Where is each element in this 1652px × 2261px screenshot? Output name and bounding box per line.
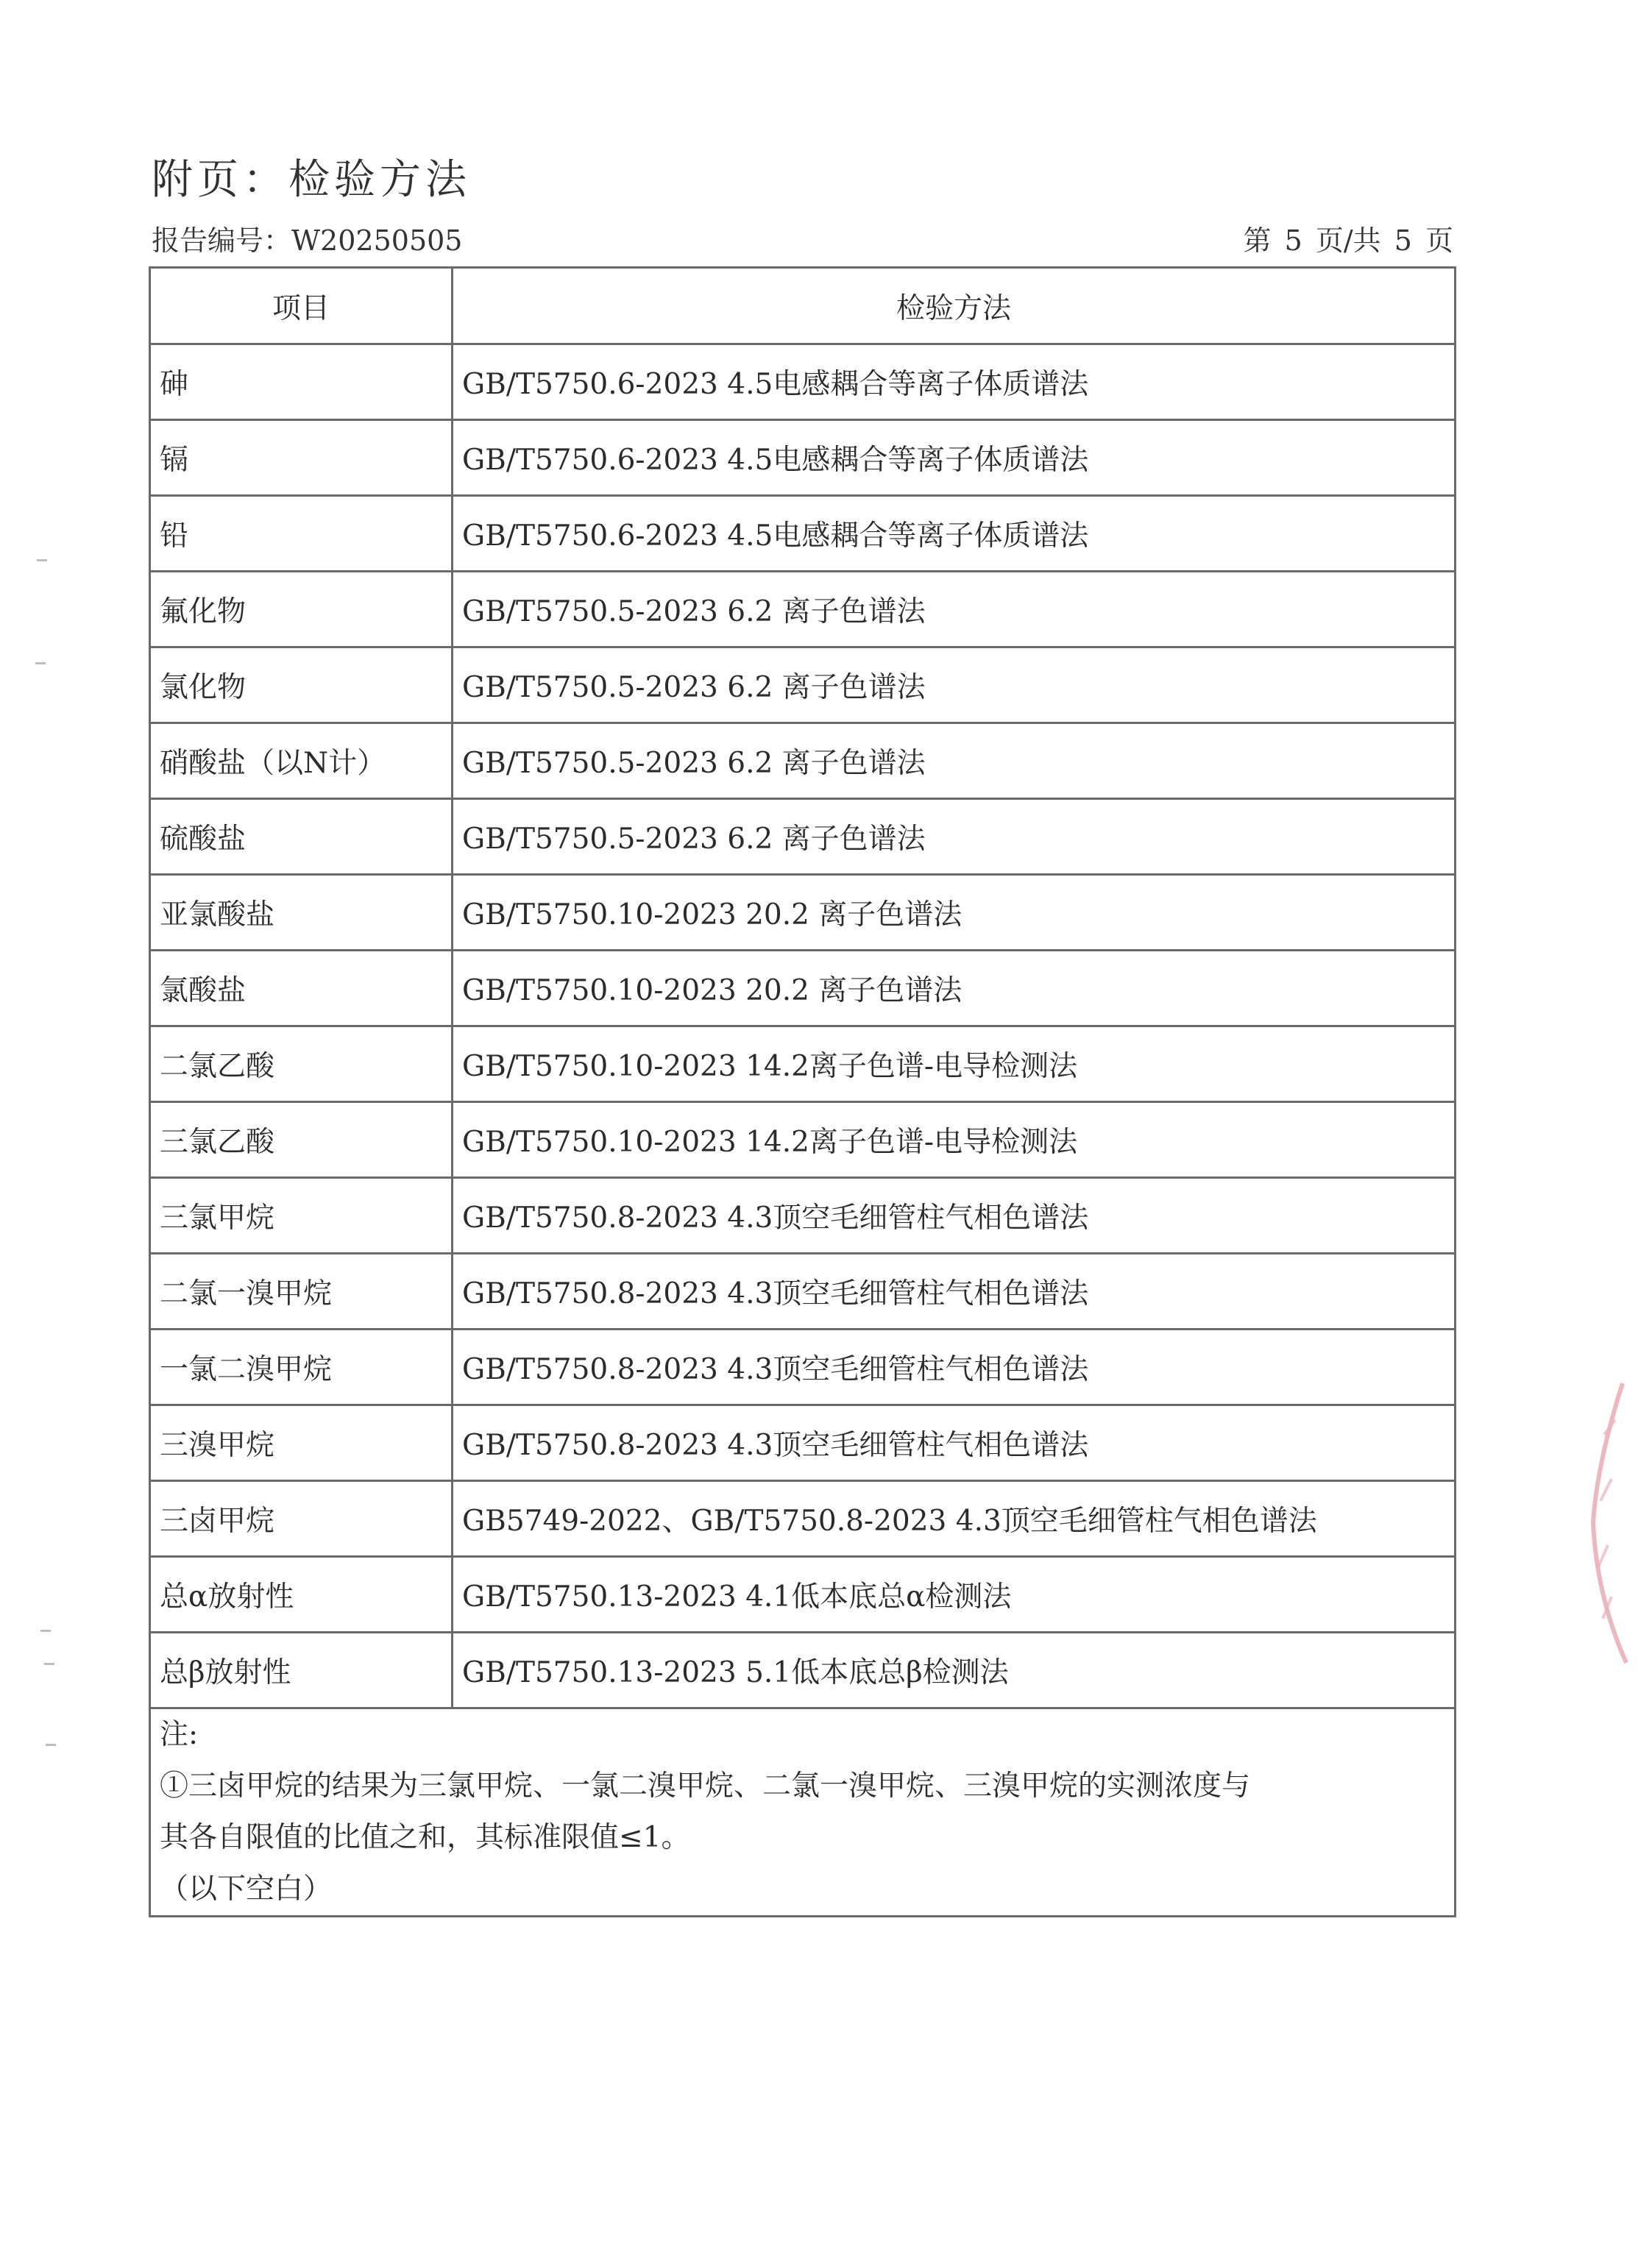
table-row — [150, 1254, 1456, 1330]
row-item: 三氯乙酸 — [150, 1102, 453, 1178]
row-method: GB/T5750.8-2023 4.3顶空毛细管柱气相色谱法 — [453, 1178, 1456, 1254]
table-row — [150, 1557, 1456, 1633]
note-line-3: （以下空白） — [160, 1873, 333, 1906]
row-item: 氯化物 — [150, 647, 453, 723]
table-row — [150, 951, 1456, 1026]
seal-stamp-fragment — [1582, 1376, 1634, 1670]
row-method: GB/T5750.10-2023 20.2 离子色谱法 — [453, 875, 1456, 951]
row-item: 三氯甲烷 — [150, 1178, 453, 1254]
table-row — [150, 799, 1456, 875]
row-method: GB/T5750.6-2023 4.5电感耦合等离子体质谱法 — [453, 496, 1456, 572]
row-method: GB/T5750.13-2023 4.1低本底总α检测法 — [453, 1557, 1456, 1633]
row-item: 二氯一溴甲烷 — [150, 1254, 453, 1330]
row-item: 氟化物 — [150, 572, 453, 647]
row-item: 二氯乙酸 — [150, 1026, 453, 1102]
row-method: GB/T5750.10-2023 14.2离子色谱-电导检测法 — [453, 1026, 1456, 1102]
row-item: 氯酸盐 — [150, 951, 453, 1026]
header-item: 项目 — [150, 268, 453, 344]
note-label: 注: — [160, 1718, 199, 1751]
row-method: GB5749-2022、GB/T5750.8-2023 4.3顶空毛细管柱气相色谱法 — [453, 1481, 1456, 1557]
row-item: 铅 — [150, 496, 453, 572]
table-row — [150, 647, 1456, 723]
row-item: 三卤甲烷 — [150, 1481, 453, 1557]
header-method: 检验方法 — [453, 268, 1456, 344]
table-header-row — [150, 268, 1456, 344]
row-item: 一氯二溴甲烷 — [150, 1330, 453, 1405]
row-method: GB/T5750.13-2023 5.1低本底总β检测法 — [453, 1633, 1456, 1708]
note-row — [150, 1708, 1456, 1917]
note-line-2: 其各自限值的比值之和，其标准限值≤1。 — [160, 1821, 690, 1854]
table-row — [150, 1481, 1456, 1557]
table-row — [150, 1178, 1456, 1254]
row-item: 三溴甲烷 — [150, 1405, 453, 1481]
row-method: GB/T5750.5-2023 6.2 离子色谱法 — [453, 572, 1456, 647]
page-counter: 第 5 页/共 5 页 — [1243, 224, 1453, 257]
row-method: GB/T5750.8-2023 4.3顶空毛细管柱气相色谱法 — [453, 1254, 1456, 1330]
row-item: 亚氯酸盐 — [150, 875, 453, 951]
row-item: 硝酸盐（以N计） — [150, 723, 453, 799]
row-method: GB/T5750.10-2023 20.2 离子色谱法 — [453, 951, 1456, 1026]
row-method: GB/T5750.8-2023 4.3顶空毛细管柱气相色谱法 — [453, 1405, 1456, 1481]
methods-table — [149, 266, 1456, 1917]
table-row — [150, 1026, 1456, 1102]
row-item: 总β放射性 — [150, 1633, 453, 1708]
row-method: GB/T5750.8-2023 4.3顶空毛细管柱气相色谱法 — [453, 1330, 1456, 1405]
row-method: GB/T5750.10-2023 14.2离子色谱-电导检测法 — [453, 1102, 1456, 1178]
table-row — [150, 1405, 1456, 1481]
row-method: GB/T5750.6-2023 4.5电感耦合等离子体质谱法 — [453, 344, 1456, 420]
note-line-1: ①三卤甲烷的结果为三氯甲烷、一氯二溴甲烷、二氯一溴甲烷、三溴甲烷的实测浓度与 — [160, 1770, 1251, 1803]
report-number: 报告编号：W20250505 — [152, 224, 463, 257]
row-method: GB/T5750.5-2023 6.2 离子色谱法 — [453, 799, 1456, 875]
row-item: 镉 — [150, 420, 453, 496]
row-method: GB/T5750.5-2023 6.2 离子色谱法 — [453, 723, 1456, 799]
row-method: GB/T5750.6-2023 4.5电感耦合等离子体质谱法 — [453, 420, 1456, 496]
row-method: GB/T5750.5-2023 6.2 离子色谱法 — [453, 647, 1456, 723]
table-row — [150, 875, 1456, 951]
table-row — [150, 420, 1456, 496]
table-row — [150, 496, 1456, 572]
row-item: 硫酸盐 — [150, 799, 453, 875]
note-cell — [150, 1708, 1456, 1917]
table-row — [150, 572, 1456, 647]
table-row — [150, 1633, 1456, 1708]
table-row — [150, 344, 1456, 420]
table-row — [150, 1102, 1456, 1178]
page-title: 附页：检验方法 — [152, 156, 471, 204]
table-row — [150, 1330, 1456, 1405]
row-item: 总α放射性 — [150, 1557, 453, 1633]
row-item: 砷 — [150, 344, 453, 420]
table-row — [150, 723, 1456, 799]
